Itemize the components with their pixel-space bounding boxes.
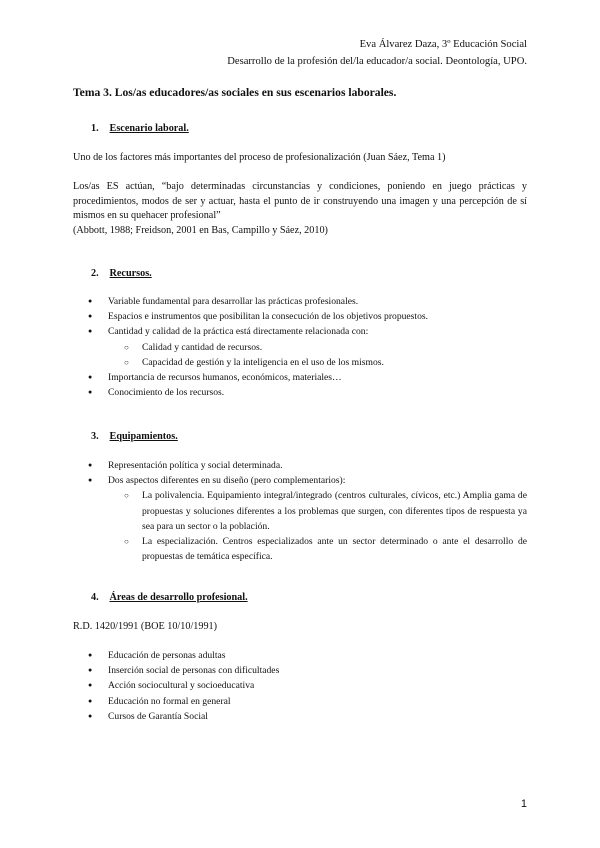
list-item: [73, 294, 527, 309]
sub-list-item: ○ La polivalencia. Equipamiento integral/integrado (centros culturales, cívicos, etc.) Amplia gama de propuestas y soluciones diferentes a los problemas que surgen, con diferentes tipos de respuesta ya sea para un sector o la población.: [108, 488, 527, 534]
list-item-text: Importancia de recursos humanos, económicos, materiales…: [108, 372, 342, 384]
list-item: [73, 694, 527, 709]
list-item: [73, 663, 527, 678]
sub-list-item: ○ La especialización. Centros especializados ante un sector determinado o ante el desarrollo de propuestas de temática específica.: [108, 534, 527, 564]
list-item: [73, 648, 527, 663]
list-item: [73, 324, 527, 370]
section-4-heading: [91, 592, 248, 603]
list-item: [73, 309, 527, 324]
section-title: Áreas de desarrollo profesional.: [109, 592, 248, 603]
header-author-line: Eva Álvarez Daza, 3º Educación Social: [359, 39, 527, 50]
document-title: Tema 3. Los/as educadores/as sociales en sus escenarios laborales.: [73, 86, 397, 99]
areas-list: [73, 648, 527, 724]
list-item-text: Educación de personas adultas: [108, 650, 226, 661]
equipment-list: [73, 458, 527, 564]
list-item-text: Representación política y social determinada.: [108, 460, 283, 471]
quote-paragraph: Los/as ES actúan, “bajo determinadas circunstancias y condiciones, poniendo en juego prácticas y procedimientos, modos de ser y actuar, hasta el punto de ir construyendo una imagen y una percepción de sí mismos en su quehacer profesional”: [73, 181, 527, 221]
list-item-text: Conocimiento de los recursos.: [108, 387, 225, 399]
section-number: 3.: [91, 431, 99, 442]
sub-list-item: ○ Calidad y cantidad de recursos.: [108, 340, 527, 355]
section-number: 4.: [91, 592, 99, 603]
page-number: 1: [520, 798, 527, 810]
list-item-text: Cursos de Garantía Social: [108, 710, 208, 722]
list-item-text: Variable fundamental para desarrollar las prácticas profesionales.: [108, 296, 359, 307]
section-3-heading: [91, 431, 178, 442]
list-item-text: Educación no formal en general: [108, 695, 231, 707]
section-title: Equipamientos.: [109, 431, 178, 442]
resources-list: [73, 294, 527, 400]
list-item-text: Inserción social de personas con dificultades: [108, 665, 280, 677]
page-header: [227, 36, 527, 70]
list-item-text: Cantidad y calidad de la práctica está directamente relacionada con:: [108, 326, 369, 338]
citation: (Abbott, 1988; Freidson, 2001 en Bas, Campillo y Sáez, 2010): [73, 225, 328, 236]
section-1-heading: [91, 123, 189, 134]
list-item-text: Dos aspectos diferentes en su diseño (pero complementarios):: [108, 475, 346, 487]
sub-list: [108, 488, 527, 564]
list-item-text: Espacios e instrumentos que posibilitan la consecución de los objetivos propuestos.: [108, 311, 429, 323]
decree-reference: R.D. 1420/1991 (BOE 10/10/1991): [73, 621, 218, 632]
list-item: [73, 385, 527, 400]
list-item: [73, 678, 527, 693]
list-item: [73, 370, 527, 385]
sub-list-item: ○ Capacidad de gestión y la inteligencia en el uso de los mismos.: [108, 355, 527, 370]
list-item: [73, 709, 527, 724]
paragraph: Uno de los factores más importantes del proceso de profesionalización (Juan Sáez, Tema 1): [73, 152, 446, 163]
section-number: 1.: [91, 123, 99, 134]
list-item: [73, 473, 527, 564]
section-number: 2.: [91, 268, 99, 279]
section-title: Escenario laboral.: [109, 123, 189, 134]
list-item-text: Acción sociocultural y socioeducativa: [108, 680, 255, 692]
section-2-heading: [91, 268, 152, 279]
list-item: [73, 458, 527, 473]
section-title: Recursos.: [109, 268, 152, 279]
header-course-line: Desarrollo de la profesión del/la educador/a social. Deontología, UPO.: [227, 56, 527, 67]
sub-list: [108, 340, 527, 370]
